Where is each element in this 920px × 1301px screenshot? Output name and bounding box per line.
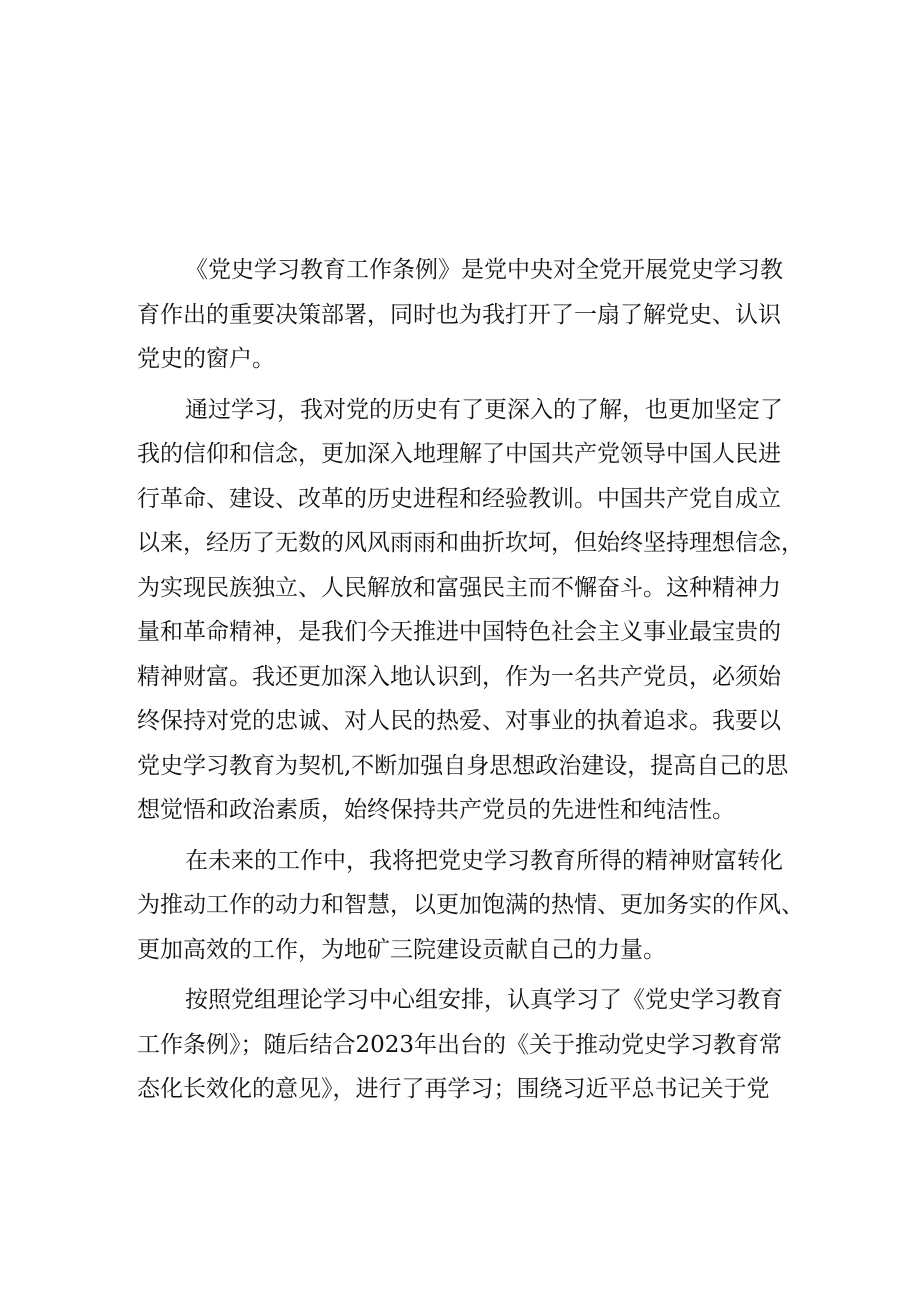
- text-line: 以来，经历了无数的风风雨雨和曲折坎坷，但始终坚持理想信念，: [137, 530, 804, 556]
- text-line: 我的信仰和信念，更加深入地理解了中国共产党领导中国人民进: [137, 441, 781, 467]
- paragraph: [137, 839, 804, 973]
- text-line: 《党史学习教育工作条例》是党中央对全党开展党史学习教: [185, 257, 783, 283]
- text-line: 工作条例》；随后结合2023年出台的《关于推动党史学习教育常: [137, 1031, 783, 1058]
- text-line: 在未来的工作中，我将把党史学习教育所得的精神财富转化: [185, 847, 783, 874]
- text-line: 党史的窗户。: [137, 346, 275, 372]
- paragraph: [137, 248, 797, 382]
- text-line: 终保持对党的忠诚、对人民的热爱、对事业的执着追求。我要以: [137, 708, 781, 734]
- text-line: 党史学习教育为契机,不断加强自身思想政治建设，提高自己的思: [137, 752, 789, 779]
- text-line: 更加高效的工作，为地矿三院建设贡献自己的力量。: [137, 936, 666, 963]
- document-body: [137, 248, 804, 1112]
- paragraph: [137, 978, 797, 1112]
- text-line: 通过学习，我对党的历史有了更深入的了解，也更加坚定了: [185, 396, 783, 423]
- text-line: 为实现民族独立、人民解放和富强民主而不懈奋斗。这种精神力: [137, 574, 781, 601]
- text-line: 行革命、建设、改革的历史进程和经验教训。中国共产党自成立: [137, 485, 781, 512]
- paragraph: [137, 388, 804, 833]
- text-line: 育作出的重要决策部署，同时也为我打开了一扇了解党史、认识: [137, 301, 781, 328]
- text-line: 想觉悟和政治素质，始终保持共产党员的先进性和纯洁性。: [137, 797, 735, 823]
- text-line: 精神财富。我还更加深入地认识到，作为一名共产党员，必须始: [137, 663, 781, 690]
- text-line: 态化长效化的意见》，进行了再学习；围绕习近平总书记关于党: [137, 1076, 770, 1102]
- text-line: 按照党组理论学习中心组安排，认真学习了《党史学习教育: [185, 987, 783, 1013]
- text-line: 量和革命精神，是我们今天推进中国特色社会主义事业最宝贵的: [137, 619, 781, 645]
- text-line: 为推动工作的动力和智慧，以更加饱满的热情、更加务实的作风、: [137, 892, 804, 918]
